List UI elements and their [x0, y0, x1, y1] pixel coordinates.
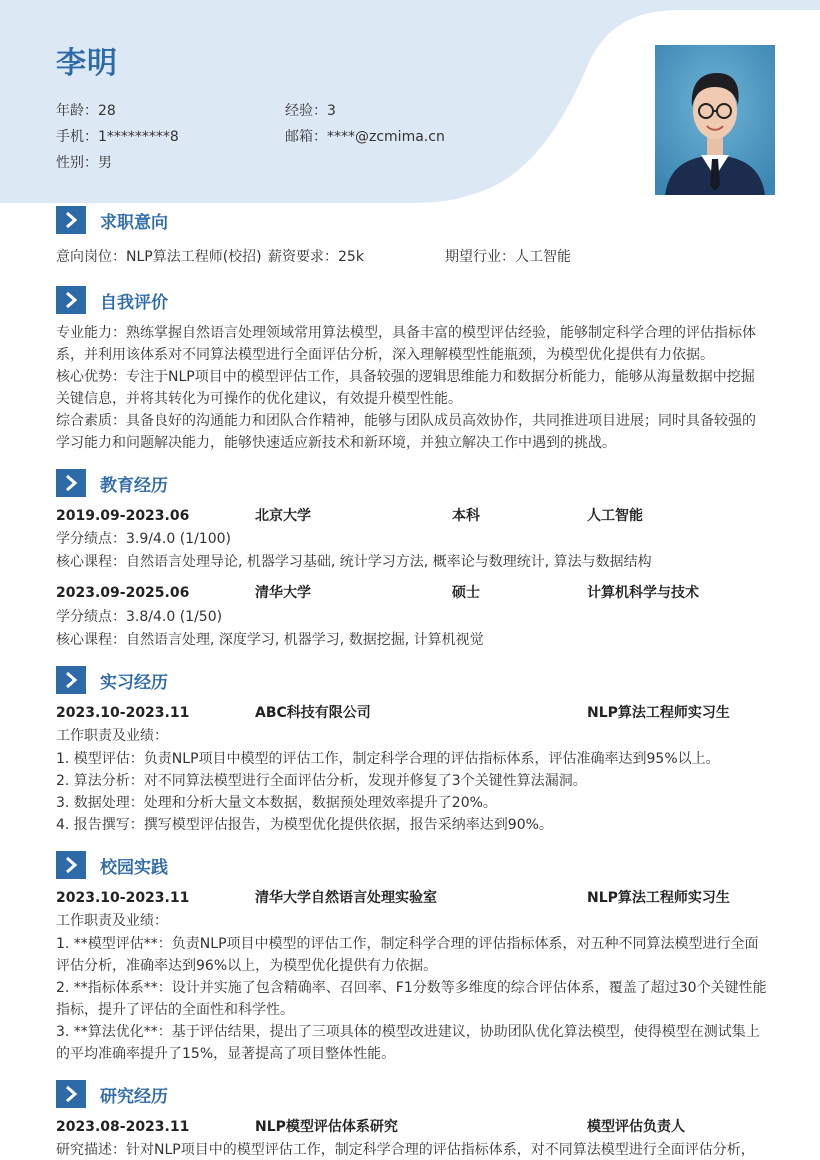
section-title: 求职意向 [100, 212, 168, 233]
chevron-right-icon [56, 1080, 86, 1108]
campus-item: 3. **算法优化**：基于评估结果，提出了三项具体的模型改进建议，协助团队优化算法模型，使得模型在测试集上的平均准确率提升了15%，显著提高了项目整体性能。 [56, 1024, 760, 1062]
section-title: 实习经历 [100, 672, 168, 693]
edu-degree: 硕士 [452, 585, 480, 601]
edu-major: 人工智能 [587, 508, 643, 524]
chevron-right-icon [56, 286, 86, 314]
self-paragraph: 核心优势：专注于NLP项目中的模型评估工作，具备较强的逻辑思维能力和数据分析能力，能够从海量数据中挖掘关键信息，并将其转化为可操作的优化建议，有效提升模型性能。 [56, 369, 755, 407]
chevron-right-icon [56, 206, 86, 234]
research-date: 2023.08-2023.11 [56, 1119, 190, 1135]
profile-photo [655, 45, 775, 195]
intern-item: 3. 数据处理：处理和分析大量文本数据，数据预处理效率提升了20%。 [56, 795, 497, 811]
section-title: 自我评价 [100, 292, 168, 313]
research-description: 研究描述：针对NLP项目中的模型评估工作，制定科学合理的评估指标体系，对不同算法模型进行全面评估分析， [56, 1142, 755, 1158]
phone-field: 手机：1*********8 [56, 129, 179, 145]
chevron-right-icon [56, 666, 86, 694]
section-title: 研究经历 [100, 1086, 168, 1107]
section-self-evaluation [56, 286, 168, 314]
edu-gpa: 学分绩点：3.9/4.0 (1/100) [56, 531, 231, 547]
campus-date: 2023.10-2023.11 [56, 890, 190, 906]
campus-role: NLP算法工程师实习生 [587, 890, 730, 906]
intern-date: 2023.10-2023.11 [56, 705, 190, 721]
gender-field: 性别：男 [56, 155, 112, 171]
edu-date: 2019.09-2023.06 [56, 508, 190, 524]
section-title: 校园实践 [100, 857, 168, 878]
self-paragraph: 综合素质：具备良好的沟通能力和团队合作精神，能够与团队成员高效协作，共同推进项目进展；同时具备较强的学习能力和问题解决能力，能够快速适应新技术和新环境，并独立解决工作中遇到的挑战。 [56, 413, 756, 451]
experience-field: 经验：3 [285, 103, 336, 119]
edu-date: 2023.09-2025.06 [56, 585, 190, 601]
section-campus-practice [56, 851, 168, 879]
campus-item: 2. **指标体系**：设计并实施了包含精确率、召回率、F1分数等多维度的综合评估体系，覆盖了超过30个关键性能指标，提升了评估的全面性和科学性。 [56, 980, 767, 1018]
research-role: 模型评估负责人 [587, 1119, 685, 1135]
candidate-name: 李明 [56, 46, 118, 81]
intent-position: 意向岗位：NLP算法工程师(校招) [56, 249, 262, 265]
section-internship [56, 666, 168, 694]
intent-salary: 薪资要求：25k [268, 249, 364, 265]
edu-courses: 核心课程：自然语言处理, 深度学习, 机器学习, 数据挖掘, 计算机视觉 [56, 632, 484, 648]
campus-org: 清华大学自然语言处理实验室 [255, 890, 437, 906]
research-project: NLP模型评估体系研究 [255, 1119, 398, 1135]
edu-courses: 核心课程：自然语言处理导论, 机器学习基础, 统计学习方法, 概率论与数理统计, 算法与数据结构 [56, 554, 652, 570]
intern-company: ABC科技有限公司 [255, 705, 371, 721]
self-paragraph: 专业能力：熟练掌握自然语言处理领域常用算法模型，具备丰富的模型评估经验，能够制定科学合理的评估指标体系，并利用该体系对不同算法模型进行全面评估分析，深入理解模型性能瓶颈，为模型优化提供有力依据。 [56, 325, 756, 363]
intent-industry: 期望行业：人工智能 [445, 249, 571, 265]
campus-item: 1. **模型评估**：负责NLP项目中模型的评估工作，制定科学合理的评估指标体系，对五种不同算法模型进行全面评估分析，准确率达到96%以上，为模型优化提供有力依据。 [56, 936, 759, 974]
intern-item: 1. 模型评估：负责NLP项目中模型的评估工作，制定科学合理的评估指标体系，评估准确率达到95%以上。 [56, 751, 720, 767]
chevron-right-icon [56, 851, 86, 879]
edu-degree: 本科 [452, 508, 480, 524]
intern-item: 2. 算法分析：对不同算法模型进行全面评估分析，发现并修复了3个关键性算法漏洞。 [56, 773, 587, 789]
edu-school: 清华大学 [255, 585, 311, 601]
edu-major: 计算机科学与技术 [587, 585, 699, 601]
edu-gpa: 学分绩点：3.8/4.0 (1/50) [56, 609, 223, 625]
intern-role: NLP算法工程师实习生 [587, 705, 730, 721]
intern-duty-label: 工作职责及业绩： [56, 728, 168, 744]
edu-school: 北京大学 [255, 508, 311, 524]
campus-duty-label: 工作职责及业绩： [56, 913, 168, 929]
section-title: 教育经历 [100, 475, 168, 496]
section-education [56, 469, 168, 497]
chevron-right-icon [56, 469, 86, 497]
section-job-intent [56, 206, 168, 234]
intern-item: 4. 报告撰写：撰写模型评估报告，为模型优化提供依据，报告采纳率达到90%。 [56, 817, 553, 833]
email-field: 邮箱：****@zcmima.cn [285, 129, 445, 145]
section-research [56, 1080, 168, 1108]
age-field: 年龄：28 [56, 103, 116, 119]
